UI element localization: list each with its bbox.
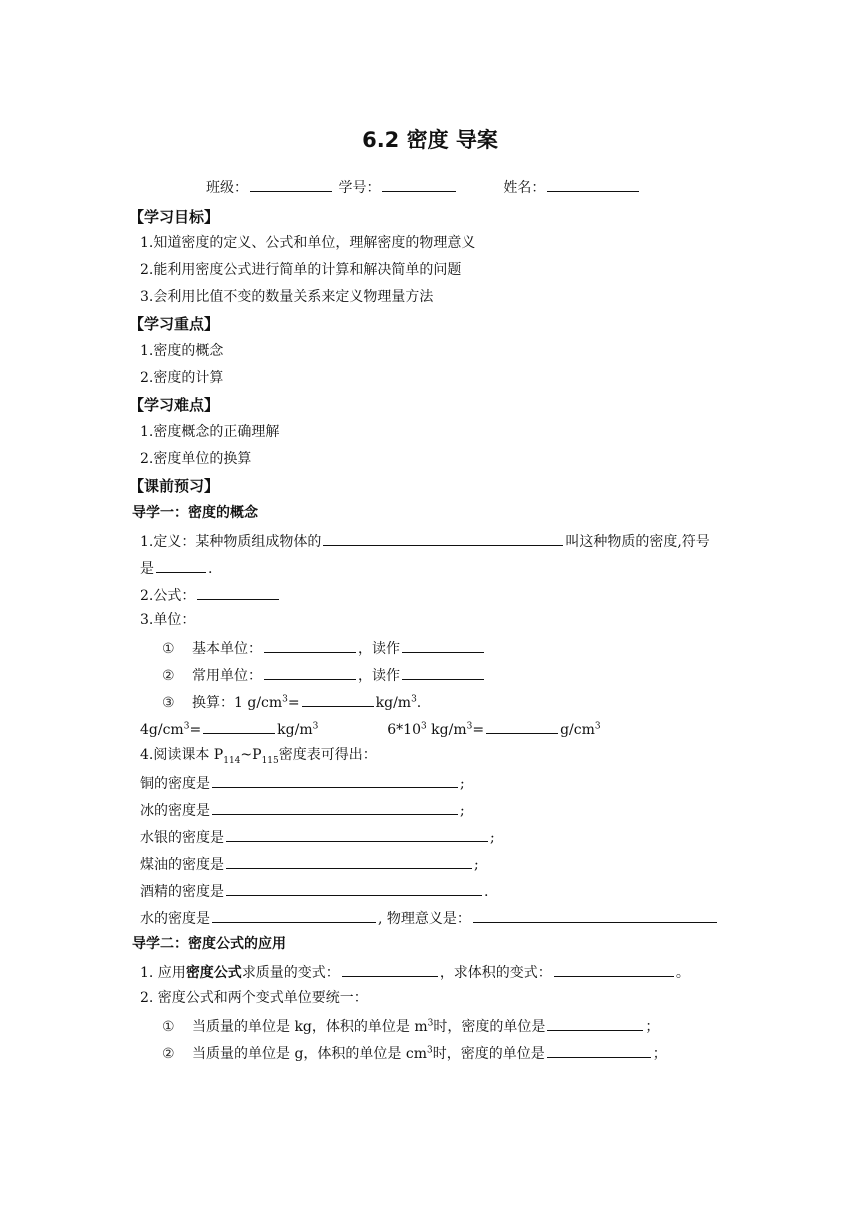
- g-case-line: [162, 1042, 667, 1064]
- copper-line: [140, 772, 465, 794]
- common-unit-read-label: ，读作: [358, 668, 400, 684]
- equals-sign: =: [189, 722, 202, 738]
- tilde-text: ~P: [240, 747, 262, 763]
- mass-variant-blank[interactable]: [342, 961, 438, 977]
- formula-label: 2.公式：: [140, 588, 196, 604]
- formula-line: [140, 584, 281, 606]
- circle-number-1: ①: [162, 641, 175, 657]
- unit-text: kg/m: [277, 722, 313, 738]
- kg-case-text: 当质量的单位是 kg，体积的单位是 m: [192, 1019, 428, 1035]
- definition-blank[interactable]: [323, 530, 563, 546]
- alcohol-line: [140, 880, 488, 902]
- page-title: 6.2 密度 导案: [362, 128, 498, 152]
- table-intro-line: [140, 745, 377, 765]
- key-point-item-1: 1.密度的概念: [140, 343, 224, 359]
- definition-text: 1.定义：某种物质组成物体的: [140, 534, 322, 550]
- unit-text: kg/m: [375, 695, 412, 711]
- kg-case-line: [162, 1015, 659, 1037]
- kerosene-line: [140, 853, 479, 875]
- superscript: 3: [420, 721, 427, 732]
- key-point-item-2: 2.密度的计算: [140, 370, 224, 386]
- symbol-label: 是: [140, 561, 154, 577]
- name-blank[interactable]: [547, 176, 639, 192]
- guide1-heading: 导学一：密度的概念: [132, 505, 258, 521]
- definition-text-2: 叫这种物质的密度,符号: [565, 534, 710, 550]
- copper-blank[interactable]: [212, 772, 458, 788]
- key-points-heading: 【学习重点】: [129, 315, 220, 333]
- goal-item-2: 2.能利用密度公式进行简单的计算和解决简单的问题: [140, 262, 462, 278]
- symbol-blank[interactable]: [156, 557, 206, 573]
- kerosene-blank[interactable]: [226, 853, 472, 869]
- period: .: [416, 695, 422, 711]
- semicolon: ;: [460, 776, 465, 792]
- semicolon: ;: [460, 803, 465, 819]
- common-unit-label: 常用单位：: [192, 668, 262, 684]
- application-text: 1. 应用: [140, 965, 186, 981]
- subscript: 114: [223, 755, 241, 766]
- definition-line: [140, 530, 710, 552]
- conversion-exercise-1: 4g/cm: [140, 722, 184, 738]
- semicolon: ；: [652, 1046, 667, 1062]
- common-unit-read-blank[interactable]: [402, 664, 484, 680]
- ice-blank[interactable]: [212, 799, 458, 815]
- superscript: 3: [411, 694, 417, 705]
- superscript: 3: [282, 694, 288, 705]
- difficulty-item-1: 1.密度概念的正确理解: [140, 424, 280, 440]
- conversion-blank[interactable]: [302, 691, 374, 707]
- alcohol-label: 酒精的密度是: [140, 884, 224, 900]
- base-unit-blank[interactable]: [264, 637, 356, 653]
- unit-text: kg/m: [431, 722, 467, 738]
- circle-number-1: ①: [162, 1019, 175, 1035]
- equals-sign: =: [287, 695, 300, 711]
- symbol-period: .: [208, 561, 213, 577]
- water-density-blank[interactable]: [212, 907, 376, 923]
- base-unit-read-blank[interactable]: [402, 637, 484, 653]
- circle-number-2: ②: [162, 668, 175, 684]
- water-label: 水的密度是: [140, 911, 210, 927]
- base-unit-read-label: ，读作: [358, 641, 400, 657]
- mercury-label: 水银的密度是: [140, 830, 224, 846]
- base-unit-line: [162, 637, 486, 659]
- table-intro-text: 4.阅读课本 P: [140, 747, 224, 763]
- superscript: 3: [466, 721, 473, 732]
- ice-label: 冰的密度是: [140, 803, 210, 819]
- ice-line: [140, 799, 465, 821]
- equals-sign: =: [472, 722, 485, 738]
- superscript: 3: [426, 1045, 433, 1056]
- preview-heading: 【课前预习】: [129, 477, 220, 495]
- superscript: 3: [427, 1018, 434, 1029]
- water-meaning-label: , 物理意义是：: [378, 911, 471, 927]
- student-info-row: [206, 176, 641, 198]
- semicolon: ；: [645, 1019, 660, 1035]
- period: 。: [675, 965, 690, 981]
- superscript: 3: [183, 721, 190, 732]
- conversion-label: 换算：1 g/cm: [192, 695, 283, 711]
- difficulty-item-2: 2.密度单位的换算: [140, 451, 252, 467]
- conversion-exercise-2-blank[interactable]: [486, 718, 558, 734]
- kg-case-text-2: 时，密度的单位是: [433, 1019, 546, 1035]
- kerosene-label: 煤油的密度是: [140, 857, 224, 873]
- g-case-text-2: 时，密度的单位是: [432, 1046, 545, 1062]
- mercury-blank[interactable]: [226, 826, 488, 842]
- g-case-text: 当质量的单位是 g，体积的单位是 cm: [192, 1046, 427, 1062]
- kg-case-blank[interactable]: [547, 1015, 643, 1031]
- guide2-heading: 导学二：密度公式的应用: [132, 936, 286, 952]
- difficulties-heading: 【学习难点】: [129, 396, 220, 414]
- conversion-exercise-line: [140, 718, 601, 740]
- class-blank[interactable]: [250, 176, 332, 192]
- circle-number-3: ③: [162, 695, 175, 711]
- period: .: [484, 884, 489, 900]
- formula-blank[interactable]: [197, 584, 279, 600]
- copper-label: 铜的密度是: [140, 776, 210, 792]
- superscript: 3: [594, 721, 601, 732]
- superscript: 3: [312, 721, 319, 732]
- g-case-blank[interactable]: [547, 1042, 651, 1058]
- name-label: 姓名：: [503, 180, 546, 196]
- water-line: [140, 907, 719, 929]
- base-unit-label: 基本单位：: [192, 641, 262, 657]
- alcohol-blank[interactable]: [226, 880, 482, 896]
- volume-variant-label: ，求体积的变式：: [439, 965, 552, 981]
- unit-label: 3.单位：: [140, 612, 196, 628]
- semicolon: ;: [474, 857, 479, 873]
- goal-item-3: 3.会利用比值不变的数量关系来定义物理量方法: [140, 289, 434, 305]
- common-unit-blank[interactable]: [264, 664, 356, 680]
- unit-text: g/cm: [560, 722, 595, 738]
- mass-variant-label: 求质量的变式：: [241, 965, 340, 981]
- conversion-line: [162, 691, 421, 713]
- goal-item-1: 1.知道密度的定义、公式和单位，理解密度的物理意义: [140, 235, 476, 251]
- student-id-blank[interactable]: [382, 176, 456, 192]
- formula-application-line: [140, 961, 690, 983]
- subscript: 115: [261, 755, 279, 766]
- application-bold-text: 密度公式: [185, 965, 242, 981]
- mercury-line: [140, 826, 495, 848]
- water-meaning-blank[interactable]: [473, 907, 717, 923]
- goals-heading: 【学习目标】: [129, 208, 220, 226]
- volume-variant-blank[interactable]: [554, 961, 674, 977]
- symbol-line: [140, 557, 212, 579]
- table-intro-text-2: 密度表可得出：: [278, 747, 377, 763]
- circle-number-2: ②: [162, 1046, 175, 1062]
- unify-units-line: 2. 密度公式和两个变式单位要统一：: [140, 990, 368, 1006]
- conversion-exercise-2: 6*10: [387, 722, 421, 738]
- common-unit-line: [162, 664, 486, 686]
- semicolon: ;: [490, 830, 495, 846]
- student-id-label: 学号：: [338, 180, 381, 196]
- class-label: 班级：: [206, 180, 248, 196]
- conversion-exercise-1-blank[interactable]: [203, 718, 275, 734]
